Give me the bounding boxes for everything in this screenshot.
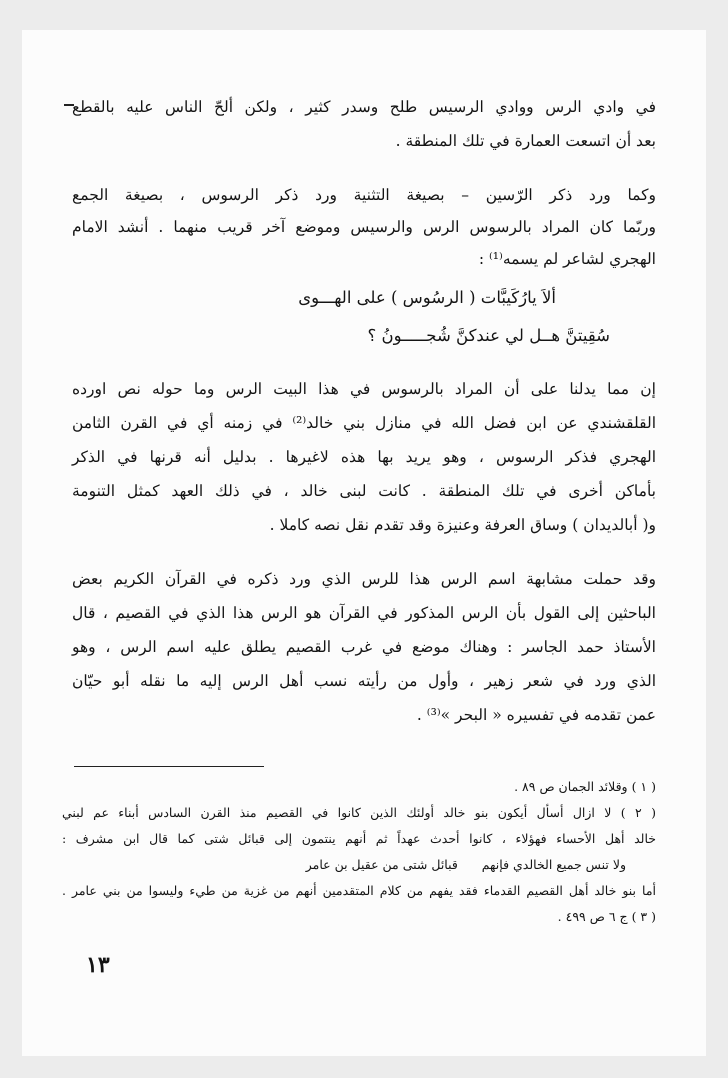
footnote-3: ( ٣ ) ج ٦ ص ٤٩٩ . bbox=[557, 909, 656, 924]
paragraph-2-line-1: وكما ورد ذكر الرّسين – بصيغة التثنية ورد ذكر الرسوس ، بصيغة الجمع bbox=[72, 186, 656, 204]
footnote-separator bbox=[74, 766, 264, 767]
paragraph-4-line-1: وقد حملت مشابهة اسم الرس هذا للرس الذي ورد ذكره في القرآن الكريم بعض bbox=[72, 570, 656, 588]
footnote-2-line-2: خالد أهل الأحساء فهؤلاء ، كانوا أحدث عهداً ثم أنهم ينتمون إلى قبائل شتى كما قال ابن مشرف : bbox=[62, 831, 656, 846]
paragraph-4-line-4: الذي ورد في شعر زهير ، وأول من رأيته نسب أهل الرس إليه ما نقله أبو حيّان bbox=[72, 672, 656, 690]
footnote-2-line-3: أما بنو خالد أهل القصيم القدماء فقد يفهم من كلام المتقدمين أنهم من غزية من طيء وليسوا من بني عامر . bbox=[62, 883, 656, 898]
paragraph-2-line-2: وربّما كان المراد بالرسوس الرس والرسيس وموضع آخر قريب منهما . أنشد الامام bbox=[72, 218, 656, 236]
paragraph-3-line-5: و( أبالديدان ) وساق العرفة وعنيزة وقد تقدم نقل نصه كاملا . bbox=[269, 516, 656, 534]
footnote-2-line-1: ( ٢ ) لا ازال أسأل أيكون بنو خالد أولئك الذين كانوا في القصيم منذ القرن السادس أبناء عم لبني bbox=[62, 805, 656, 820]
paragraph-1-line-2: بعد أن اتسعت العمارة في تلك المنطقة . bbox=[395, 132, 656, 150]
paragraph-4-line-5: عمن تقدمه في تفسيره « البحر »⁽³⁾ . bbox=[416, 706, 656, 724]
paragraph-4-line-3: الأستاذ حمد الجاسر : وهناك موضع في غرب القصيم يطلق عليه اسم الرس ، وهو bbox=[72, 638, 656, 656]
paragraph-3-line-1: إن مما يدلنا على أن المراد بالرسوس في هذا البيت الرس وما حوله نص اورده bbox=[72, 380, 656, 398]
footnote-1: ( ١ ) وقلائد الجمان ص ٨٩ . bbox=[514, 779, 656, 794]
paragraph-4-line-2: الباحثين إلى القول بأن الرس المذكور في القرآن هو الرس هذا الذي في القصيم ، قال bbox=[72, 604, 656, 622]
paragraph-3-line-3: الهجري فذكر الرسوس ، وهو يريد بها هذه لاغيرها . بدليل أنه قرنها في الذكر bbox=[72, 448, 656, 466]
paragraph-3-line-4: بأماكن أخرى في تلك المنطقة . كانت لبنى خالد ، في ذلك العهد كمثل التنومة bbox=[72, 482, 656, 500]
paragraph-2-line-3: الهجري لشاعر لم يسمه⁽¹⁾ : bbox=[478, 250, 656, 268]
page-number: ١٣ bbox=[86, 952, 110, 978]
paragraph-1-line-1: في وادي الرس ووادي الرسيس طلح وسدر كثير ، ولكن ألحّ الناس عليه بالقطع bbox=[72, 98, 656, 116]
scanned-page bbox=[22, 30, 706, 1056]
poem-verse-2: سُقِيتنَّ هــل لي عندكنَّ شُجـــــونُ ؟ bbox=[367, 326, 610, 345]
page-body bbox=[22, 30, 706, 1056]
paragraph-3-line-2: القلقشندي عن ابن فضل الله في منازل بني خالد⁽²⁾ في زمنه أي في القرن الثامن bbox=[72, 414, 656, 432]
footnote-2-verse: ولا تنس جميع الخالدي فإنهم قبائل شتى من عقيل بن عامر bbox=[305, 857, 626, 872]
poem-verse-1: ألاَ يارُكَيبَّات ( الرسُوس ) على الهـــوى bbox=[298, 288, 556, 307]
